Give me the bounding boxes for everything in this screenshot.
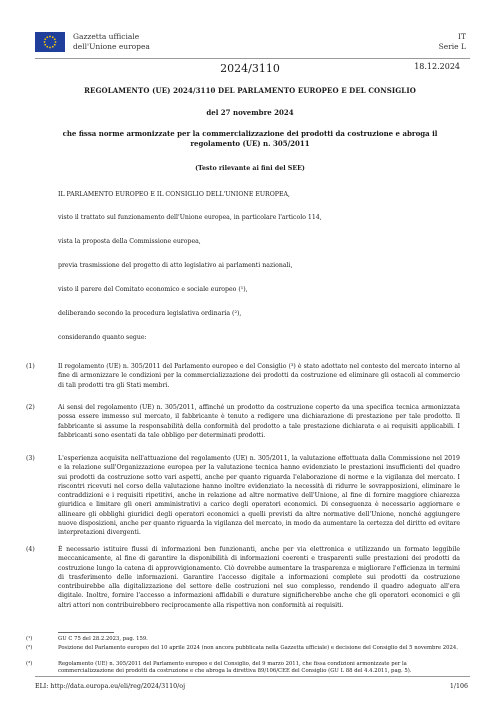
footnote-divider	[58, 632, 114, 633]
recital-number: (3)	[26, 455, 35, 462]
recital	[26, 454, 460, 538]
footnote	[26, 645, 460, 652]
eu-flag-icon	[35, 32, 65, 52]
recital	[26, 403, 460, 440]
journal-name	[73, 32, 150, 51]
publication-date: 18.12.2024	[414, 62, 460, 71]
footnote-text: Regolamento (UE) n. 305/2011 del Parlamento europeo e del Consiglio, del 9 marzo 2011, che fissa condizioni armonizzate per la commercializzazione dei prodotti da costruzione e che abroga la direttiva 89/106/CEE del Consiglio (GU L 88 del 4.4.2011, pag. 5).	[58, 661, 412, 674]
preamble-line: visto il parere del Comitato economico e sociale europeo (¹),	[58, 286, 248, 293]
preamble-line: previa trasmissione del progetto di atto legislativo ai parlamenti nazionali,	[58, 262, 293, 269]
recital-text: È necessario istituire flussi di informazioni ben funzionanti, anche per via elettronica e utilizzando un formato leggibile meccanicamente, al fine di garantire la disponibilità di informazioni coerenti e trasparenti sulle prestazioni dei prodotti da costruzione lungo la catena di approvvigionamento. Ciò dovrebbe aumentare la trasparenza e migliorare l'efficienza in termini di trasferimento delle informazioni. Garantire l'accesso digitale a informazioni complete sui prodotti da costruzione contribuirebbe alla digitalizzazione del settore delle costruzioni nel suo complesso, rendendo il quadro adeguato all'era digitale. Inoltre, fornire l'accesso a informazioni affidabili e durature significherebbe anche che gli operatori economici e gli altri attori non contribuirebbero reciprocamente alla rispettiva non conformità ai requisiti.	[58, 546, 460, 609]
adoption-date: del 27 novembre 2024	[206, 108, 294, 117]
preamble-line: IL PARLAMENTO EUROPEO E IL CONSIGLIO DELL'UNIONE EUROPEA,	[58, 191, 290, 198]
journal-name-line2: dell'Unione europea	[73, 41, 150, 51]
footnote-mark: (³)	[26, 661, 33, 667]
preamble-line: vista la proposta della Commissione europea,	[58, 238, 201, 245]
footer-divider	[35, 676, 470, 677]
footnote-mark: (²)	[26, 645, 33, 651]
document-number: 2024/3110	[220, 62, 280, 75]
footnote-text: GU C 75 del 28.2.2023, pag. 159.	[58, 636, 148, 642]
regulation-title: REGOLAMENTO (UE) 2024/3110 DEL PARLAMENTO EUROPEO E DEL CONSIGLIO	[84, 86, 416, 95]
footnote-mark: (¹)	[26, 636, 33, 642]
footnote-text: Posizione del Parlamento europeo del 10 aprile 2024 (non ancora pubblicata nella Gazzetta ufficiale) e decisione del Consiglio del 5 novembre 2024.	[58, 645, 458, 651]
preamble-line: considerando quanto segue:	[58, 334, 147, 341]
series-label: Serie L	[438, 41, 466, 51]
recital-text: Ai sensi del regolamento (UE) n. 305/2011, affinché un prodotto da costruzione coperto da una specifica tecnica armonizzata possa essere immesso sul mercato, il fabbricante è tenuto a redigere una dichiarazione di prestazione per tale prodotto. Il fabbricante si assume la responsabilità della conformità del prodotto a tale prestazione dichiarata e ai requisiti applicabili. I fabbricanti sono esentati da tale obbligo per determinati prodotti.	[58, 404, 460, 439]
header-divider	[35, 58, 470, 59]
page-number: 1/106	[449, 683, 468, 690]
recital	[26, 545, 460, 610]
eli-link[interactable]: ELI: http://data.europa.eu/eli/reg/2024/3110/oj	[35, 683, 186, 690]
journal-name-line1: Gazzetta ufficiale	[73, 32, 140, 41]
journal-header	[35, 32, 470, 54]
recital	[26, 362, 460, 390]
eea-relevance: (Testo rilevante ai fini del SEE)	[195, 165, 305, 172]
recital-text: Il regolamento (UE) n. 305/2011 del Parlamento europeo e del Consiglio (³) è stato adottato nel contesto del mercato interno al fine di armonizzare le condizioni per la commercializzazione dei prodotti da costruzione ed eliminare gli ostacoli al commercio di tali prodotti tra gli Stati membri.	[58, 363, 460, 389]
recital-number: (1)	[26, 363, 35, 370]
footnote	[26, 636, 460, 643]
recital-text: L'esperienza acquisita nell'attuazione del regolamento (UE) n. 305/2011, la valutazione effettuata dalla Commissione nel 2019 e la relazione sull'Organizzazione europea per la valutazione tecnica hanno evidenziato le prestazioni insufficienti del quadro sui prodotti da costruzione sotto vari aspetti, anche per quanto riguarda l'elaborazione di norme e la vigilanza del mercato. I riscontri ricevuti nel corso della valutazione hanno inoltre evidenziato la necessità di ridurre le sovrapposizioni, eliminare le contraddizioni e i requisiti ripetitivi, anche in relazione ad altre normative dell'Unione, al fine di fornire maggiore chiarezza giuridica e limitare gli oneri amministrativi a carico degli operatori economici. Di conseguenza è necessario aggiornare e allineare gli obblighi giuridici degli operatori economici a quelli previsti da altre normative dell'Unione, nonché aggiungere nuove disposizioni, anche per quanto riguarda la vigilanza del mercato, in modo da aumentare la certezza del diritto ed evitare interpretazioni divergenti.	[58, 455, 460, 537]
recital-number: (4)	[26, 546, 35, 553]
language-series	[439, 32, 466, 51]
recital-number: (2)	[26, 404, 35, 411]
regulation-subject: che fissa norme armonizzate per la commercializzazione dei prodotti da costruzione e abroga il regolamento (UE) n. 305/2011	[62, 129, 438, 148]
language-code: IT	[458, 32, 466, 41]
preamble-line: deliberando secondo la procedura legislativa ordinaria (²),	[58, 310, 242, 317]
preamble-line: visto il trattato sul funzionamento dell'Unione europea, in particolare l'articolo 114,	[58, 214, 322, 221]
footnote	[26, 661, 460, 675]
